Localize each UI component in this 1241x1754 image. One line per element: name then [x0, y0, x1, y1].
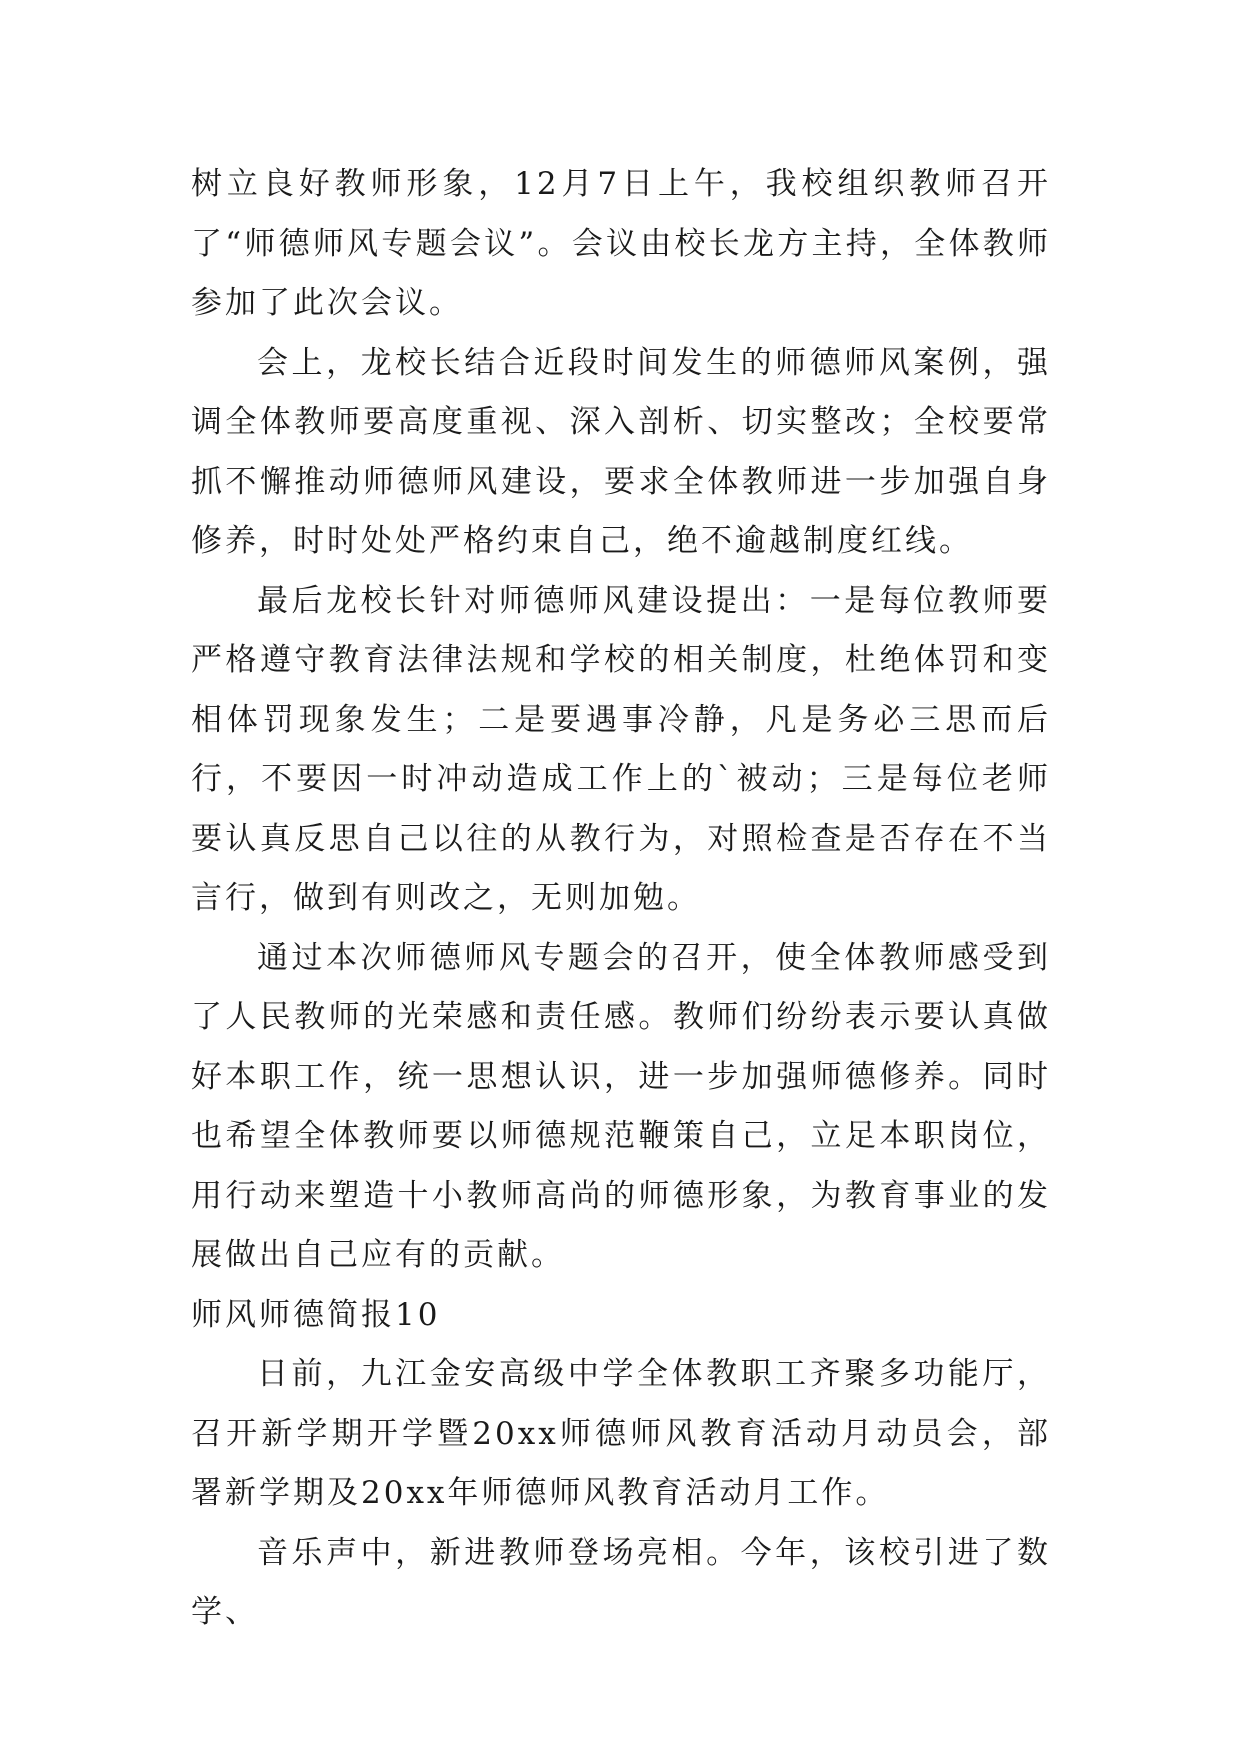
document-body	[191, 155, 1051, 1643]
paragraph: 会上，龙校长结合近段时间发生的师德师风案例，强调全体教师要高度重视、深入剖析、切实整改；全校要常抓不懈推动师德师风建设，要求全体教师进一步加强自身修养，时时处处严格约束自己，绝不逾越制度红线。	[191, 344, 1051, 559]
paragraph: 最后龙校长针对师德师风建设提出：一是每位教师要严格遵守教育法律法规和学校的相关制度，杜绝体罚和变相体罚现象发生；二是要遇事冷静，凡是务必三思而后行，不要因一时冲动造成工作上的`被动；三是每位老师要认真反思自己以往的从教行为，对照检查是否存在不当言行，做到有则改之，无则加勉。	[191, 582, 1051, 916]
paragraph: 音乐声中，新进教师登场亮相。今年，该校引进了数学、	[191, 1534, 1051, 1630]
paragraph: 通过本次师德师风专题会的召开，使全体教师感受到了人民教师的光荣感和责任感。教师们纷纷表示要认真做好本职工作，统一思想认识，进一步加强师德修养。同时也希望全体教师要以师德规范鞭策自己，立足本职岗位，用行动来塑造十小教师高尚的师德形象，为教育事业的发展做出自己应有的贡献。	[191, 939, 1051, 1273]
section-heading: 师风师德简报10	[191, 1296, 441, 1333]
paragraph: 日前，九江金安高级中学全体教职工齐聚多功能厅，召开新学期开学暨20xx师德师风教育活动月动员会，部署新学期及20xx年师德师风教育活动月工作。	[191, 1356, 1051, 1511]
paragraph-continuation: 树立良好教师形象，12月7日上午，我校组织教师召开了“师德师风专题会议”。会议由校长龙方主持，全体教师参加了此次会议。	[191, 166, 1051, 321]
